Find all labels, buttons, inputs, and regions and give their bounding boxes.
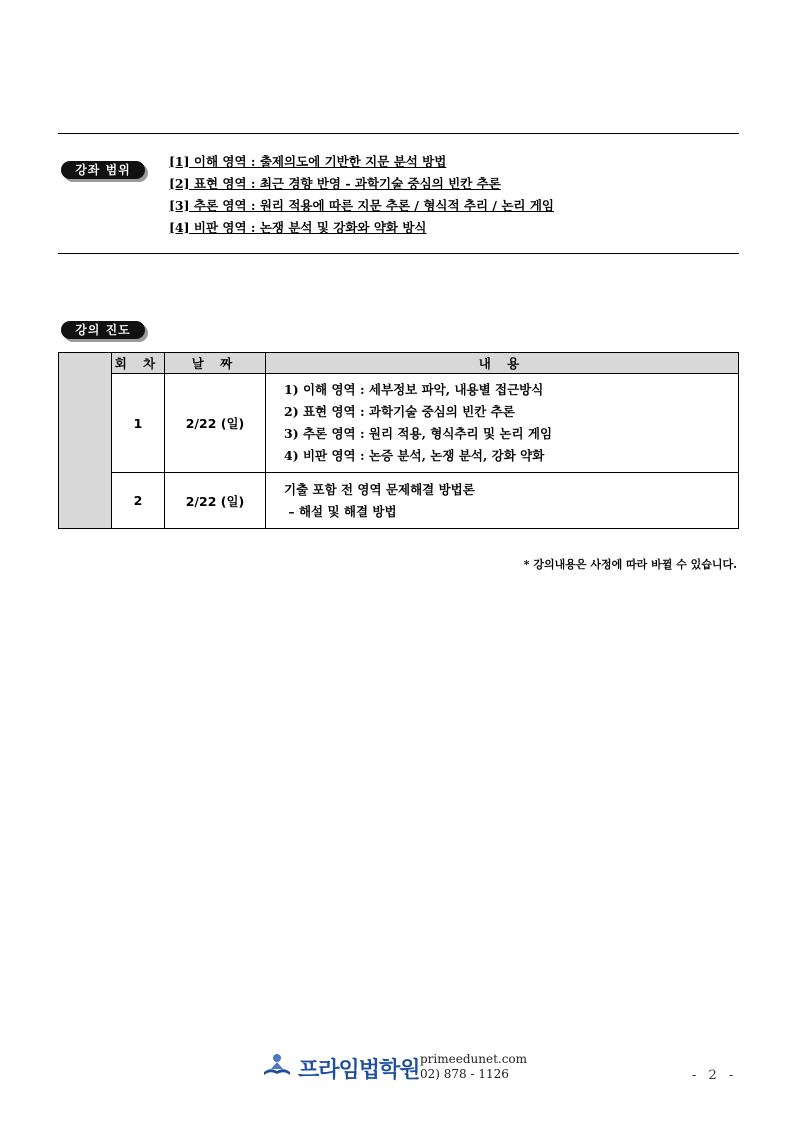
row-date: 2/22 (일) — [165, 374, 266, 473]
table-header-row — [59, 353, 739, 374]
scope-item: [3] 추론 영역 : 원리 적용에 따른 지문 추론 / 형식적 추리 / 논리 게임 — [169, 198, 554, 213]
progress-table — [58, 352, 739, 529]
scope-label: 강좌 범위 — [61, 161, 145, 179]
book-person-icon — [262, 1052, 292, 1084]
row-session: 2 — [112, 473, 165, 529]
disclaimer-note: * 강의내용은 사정에 따라 바뀔 수 있습니다. — [523, 558, 737, 571]
header-content: 내 용 — [266, 353, 739, 374]
content-line: 기출 포함 전 영역 문제해결 방법론 — [284, 481, 475, 497]
scope-list — [169, 152, 554, 240]
content-line: 1) 이해 영역 : 세부정보 파악, 내용별 접근방식 — [284, 382, 544, 397]
row-content — [266, 374, 739, 473]
content-line: 3) 추론 영역 : 원리 적용, 형식추리 및 논리 게임 — [284, 426, 553, 441]
footer-contact — [420, 1052, 527, 1082]
header-session: 회 차 — [112, 353, 165, 374]
scope-item: [2] 표현 영역 : 최근 경향 반영 - 과학기술 중심의 빈칸 추론 — [169, 176, 501, 191]
table-side-column — [59, 353, 112, 529]
row-session: 1 — [112, 374, 165, 473]
scope-item: [4] 비판 영역 : 논쟁 분석 및 강화와 약화 방식 — [169, 220, 427, 235]
header-date: 날 짜 — [165, 353, 266, 374]
bottom-rule — [58, 253, 739, 254]
brand-name: 프라임법학원 — [298, 1057, 420, 1083]
content-line: 4) 비판 영역 : 논증 분석, 논쟁 분석, 강화 약화 — [284, 448, 545, 463]
progress-label: 강의 진도 — [61, 321, 145, 339]
footer-logo — [262, 1052, 420, 1084]
table-row — [59, 473, 739, 529]
website-link[interactable]: primeedunet.com — [420, 1052, 528, 1066]
phone-number: 02) 878 - 1126 — [420, 1067, 509, 1081]
top-rule — [58, 133, 739, 134]
table-row — [59, 374, 739, 473]
row-content — [266, 473, 739, 529]
content-line: 2) 표현 영역 : 과학기술 중심의 빈칸 추론 — [284, 404, 515, 419]
scope-item: [1] 이해 영역 : 출제의도에 기반한 지문 분석 방법 — [169, 154, 447, 169]
content-line: – 해설 및 해결 방법 — [284, 503, 397, 519]
page-number: - 2 - — [692, 1068, 738, 1083]
row-date: 2/22 (일) — [165, 473, 266, 529]
